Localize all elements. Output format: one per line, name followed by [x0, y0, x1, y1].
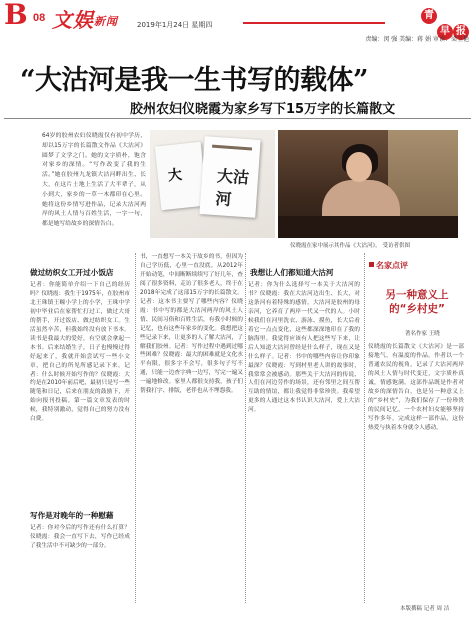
photo-desk: [278, 216, 458, 238]
paper-badge: 早: [437, 24, 453, 40]
column-rule: [364, 253, 365, 603]
header-rule: [243, 22, 385, 24]
paper-name-prefix: 青岛: [421, 8, 437, 24]
section-name-small: 新闻: [94, 15, 118, 28]
comment-square-icon: [369, 262, 374, 267]
page-number: 08: [33, 12, 46, 24]
section-text-2: 书，一直想写一本关于故乡的书，但因为自己学历低，心里一直没底。从2012年开始动笔，中间断断续续写了好几年，查阅了很多资料，走访了很多老人，终于在2018年完成了这部15万字的长篇散文。记者：这本书主要写了哪些内容？仪晓霞：书中写的都是大沽河两岸的风土人情、民间习俗和百姓生活，有我小时候的记忆，也有这些年家乡的变化。我想把这些记录下来，让更多的人了解大沽河，了解我们胶州。记者：写作过程中遇到过哪些困难？仪晓霞：最大的困难就是文化水平有限，很多字不会写，很多句子写不通，只能一边查字典一边写，写完一遍又一遍地修改。家里人都很支持我，孩子们帮我打字、排版，老伴也从不埋怨我。: [140, 254, 243, 395]
comment-label: [369, 260, 408, 271]
intro-paragraph: 64岁的胶州农妇仪晓霞仅有初中学历，却以15万字的长篇散文作品《大沽河》圆梦了文学之门。她的文字质朴，饱含对家乡的深情。“写作改变了我的生活。”她在胶州九龙镇大沽河畔出生、长大，在这片土地上生活了大半辈子，从小到大，家乡的一草一木都印在心里。她将这份乡情写进作品，记录大沽河两岸的风土人情与百姓生活，一字一句，都是她写给故乡的深情告白。: [42, 133, 146, 228]
section-title-3: 我想让人们都知道大沽河: [250, 268, 334, 277]
column-rule: [245, 253, 246, 603]
editors-line: 责编：闵 强 美编：蒋 娟 审读：梁玉艳: [365, 36, 469, 43]
author-photo: [278, 130, 458, 238]
photo-person-head: [346, 152, 372, 182]
byline: 本版撰稿 记者 周 洁: [400, 606, 450, 612]
comment-author: 著名作家 王晓: [405, 331, 440, 337]
comment-title: 另一种意义上的“乡村史”: [385, 289, 449, 315]
section-text-4: 记者：你对今后的写作还有什么打算？仪晓霞：我会一直写下去，写作已经成了我生活中不可缺少的一部分。: [30, 525, 130, 549]
section-letter: B: [4, 0, 28, 31]
issue-date: 2019年1月24日 星期四: [137, 21, 213, 29]
section-name: [52, 4, 118, 33]
page-header: [0, 0, 475, 43]
section-text-3: 记者：你为什么选择写一本关于大沽河的书？仪晓霞：我在大沽河边出生、长大，对这条河有着特殊的感情。大沽河是胶州的母亲河，它养育了两岸一代又一代的人。小时候我们在河里洗衣、游泳、摸鱼，长大后看着它一点点变化，这些都深深地印在了我的脑海里。我觉得应该有人把这些写下来，让后人知道大沽河曾经是什么样子，现在又是什么样子。记者：书中的哪些内容让你印象最深？仪晓霞：写到村里老人讲的故事时，我常常会被感动。那些关于大沽河的传说、人们在河边劳作的场景，还有邻里之间互帮互助的情谊，都让我觉得非常珍贵。我希望更多的人通过这本书认识大沽河，爱上大沽河。: [248, 282, 360, 414]
book-photo: [150, 130, 275, 238]
section-title-4: 写作是对晚年的一种慰藉: [30, 511, 114, 520]
section-name-main: 文娱: [52, 8, 94, 32]
comment-label-text: 名家点评: [376, 261, 408, 270]
comment-text: 仪晓霞的长篇散文《大沽河》是一部接地气、有温度的作品。作者以一个普通农民的视角，记录了大沽河两岸的风土人情与时代变迁，文字质朴真诚，情感饱满。这部作品既是作者对故乡的深情告白，也是另一种意义上的“乡村史”，为我们保存了一份珍贵的民间记忆。一个农村妇女能够坚持写作多年，完成这样一部作品，这份热爱与执着本身就令人感动。: [368, 344, 464, 431]
section-title-1: 做过纺织女工开过小饭店: [30, 268, 114, 277]
book-cover-mark: 大: [167, 166, 183, 185]
headline-divider: [4, 118, 471, 119]
photo-caption: 仪晓霞在家中展示其作品《大沽河》。 受访者供图: [290, 243, 410, 249]
subheadline: 胶州农妇仪晓霞为家乡写下15万字的长篇散文: [130, 102, 396, 117]
book-cover-right: [199, 136, 260, 218]
book-cover-mark: 大沽河: [214, 166, 250, 210]
column-rule: [135, 253, 136, 603]
book-cover-stripe: [212, 145, 252, 151]
headline: “大沽河是我一生书写的载体”: [20, 65, 369, 96]
paper-name-suffix: 报: [453, 24, 469, 40]
section-text-1: 记者：你能简单介绍一下自己的经历吗？仪晓霞：我生于1975年，在胶州市北王珠镇王疃小学上的小学，王珠中学初中毕业后在家帮忙打过工，做过大哥的帮手，开过饭店、做过纺织女工。生活虽然辛苦，但我始终没有放下书本。读书是我最大的爱好，有空就会拿起一本书。后来结婚生子，日子也慢慢过得好起来了，我就开始尝试写一些小文章，把自己的所见所感记录下来。记者：什么时候开始写作的？仪晓霞：大约是在2010年前后吧，最初只是写一些随笔和日记，后来在朋友的鼓励下，开始向报刊投稿。第一篇文章发表的时候，我特别激动，觉得自己的努力没有白费。: [30, 282, 130, 423]
